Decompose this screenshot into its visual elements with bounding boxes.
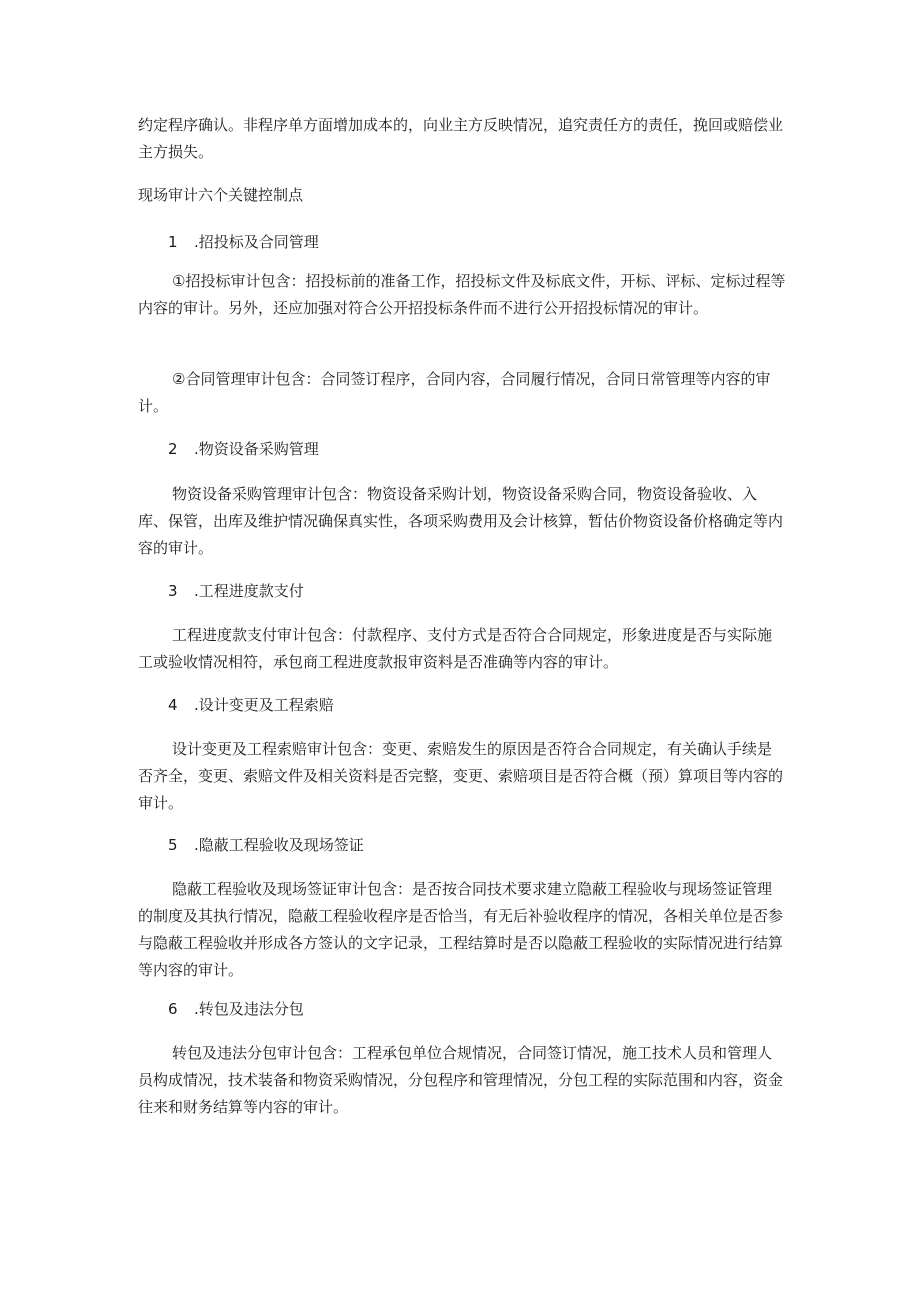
section-1-number: 1 <box>168 233 178 251</box>
section-5-number: 5 <box>168 836 178 854</box>
section-title: 现场审计六个关键控制点 <box>138 186 304 204</box>
section-3-title: .工程进度款支付 <box>194 582 304 600</box>
section-2-title: .物资设备采购管理 <box>194 440 319 458</box>
section-6-heading <box>168 996 816 1023</box>
section-3-number: 3 <box>168 582 178 600</box>
section-2-heading <box>168 436 816 463</box>
section-6-title: .转包及违法分包 <box>194 1000 304 1018</box>
section-5-heading <box>168 832 816 859</box>
section-4-number: 4 <box>168 696 178 714</box>
section-5-paragraph-1: 隐蔽工程验收及现场签证审计包含：是否按合同技术要求建立隐蔽工程验收与现场签证管理的制度及其执行情况，隐蔽工程验收程序是否恰当，有无后补验收程序的情况，各相关单位是否参与隐蔽工程验收并形成各方签认的文字记录，工程结算时是否以隐蔽工程验收的实际情况进行结算等内容的审计。 <box>138 880 784 979</box>
section-1-heading <box>168 229 816 256</box>
section-2-paragraph-1: 物资设备采购管理审计包含：物资设备采购计划，物资设备采购合同，物资设备验收、入库、保管，出库及维护情况确保真实性，各项采购费用及会计核算，暂估价物资设备价格确定等内容的审计。 <box>138 485 784 557</box>
section-4-paragraph-1: 设计变更及工程索赔审计包含：变更、索赔发生的原因是否符合合同规定，有关确认手续是否齐全，变更、索赔文件及相关资料是否完整，变更、索赔项目是否符合概（预）算项目等内容的审计。 <box>138 740 784 812</box>
section-3-paragraph-1: 工程进度款支付审计包含：付款程序、支付方式是否符合合同规定，形象进度是否与实际施工或验收情况相符，承包商工程进度款报审资料是否准确等内容的审计。 <box>138 626 773 671</box>
section-1-paragraph-2: ②合同管理审计包含：合同签订程序，合同内容，合同履行情况，合同日常管理等内容的审计。 <box>138 370 771 415</box>
section-5-title: .隐蔽工程验收及现场签证 <box>194 836 364 854</box>
section-4-heading <box>168 692 816 719</box>
section-1-paragraph-1: ①招投标审计包含：招投标前的准备工作，招投标文件及标底文件，开标、评标、定标过程等内容的审计。另外，还应加强对符合公开招投标条件而不进行公开招投标情况的审计。 <box>138 272 786 317</box>
section-2-number: 2 <box>168 440 178 458</box>
section-3-heading <box>168 578 816 605</box>
section-4-title: .设计变更及工程索赔 <box>194 696 334 714</box>
intro-paragraph: 约定程序确认。非程序单方面增加成本的，向业主方反映情况，追究责任方的责任，挽回或赔偿业主方损失。 <box>138 116 784 161</box>
section-6-number: 6 <box>168 1000 178 1018</box>
section-6-paragraph-1: 转包及违法分包审计包含：工程承包单位合规情况，合同签订情况，施工技术人员和管理人员构成情况，技术装备和物资采购情况，分包程序和管理情况，分包工程的实际范围和内容，资金往来和财务结算等内容的审计。 <box>138 1044 784 1116</box>
section-1-title: .招投标及合同管理 <box>194 233 319 251</box>
